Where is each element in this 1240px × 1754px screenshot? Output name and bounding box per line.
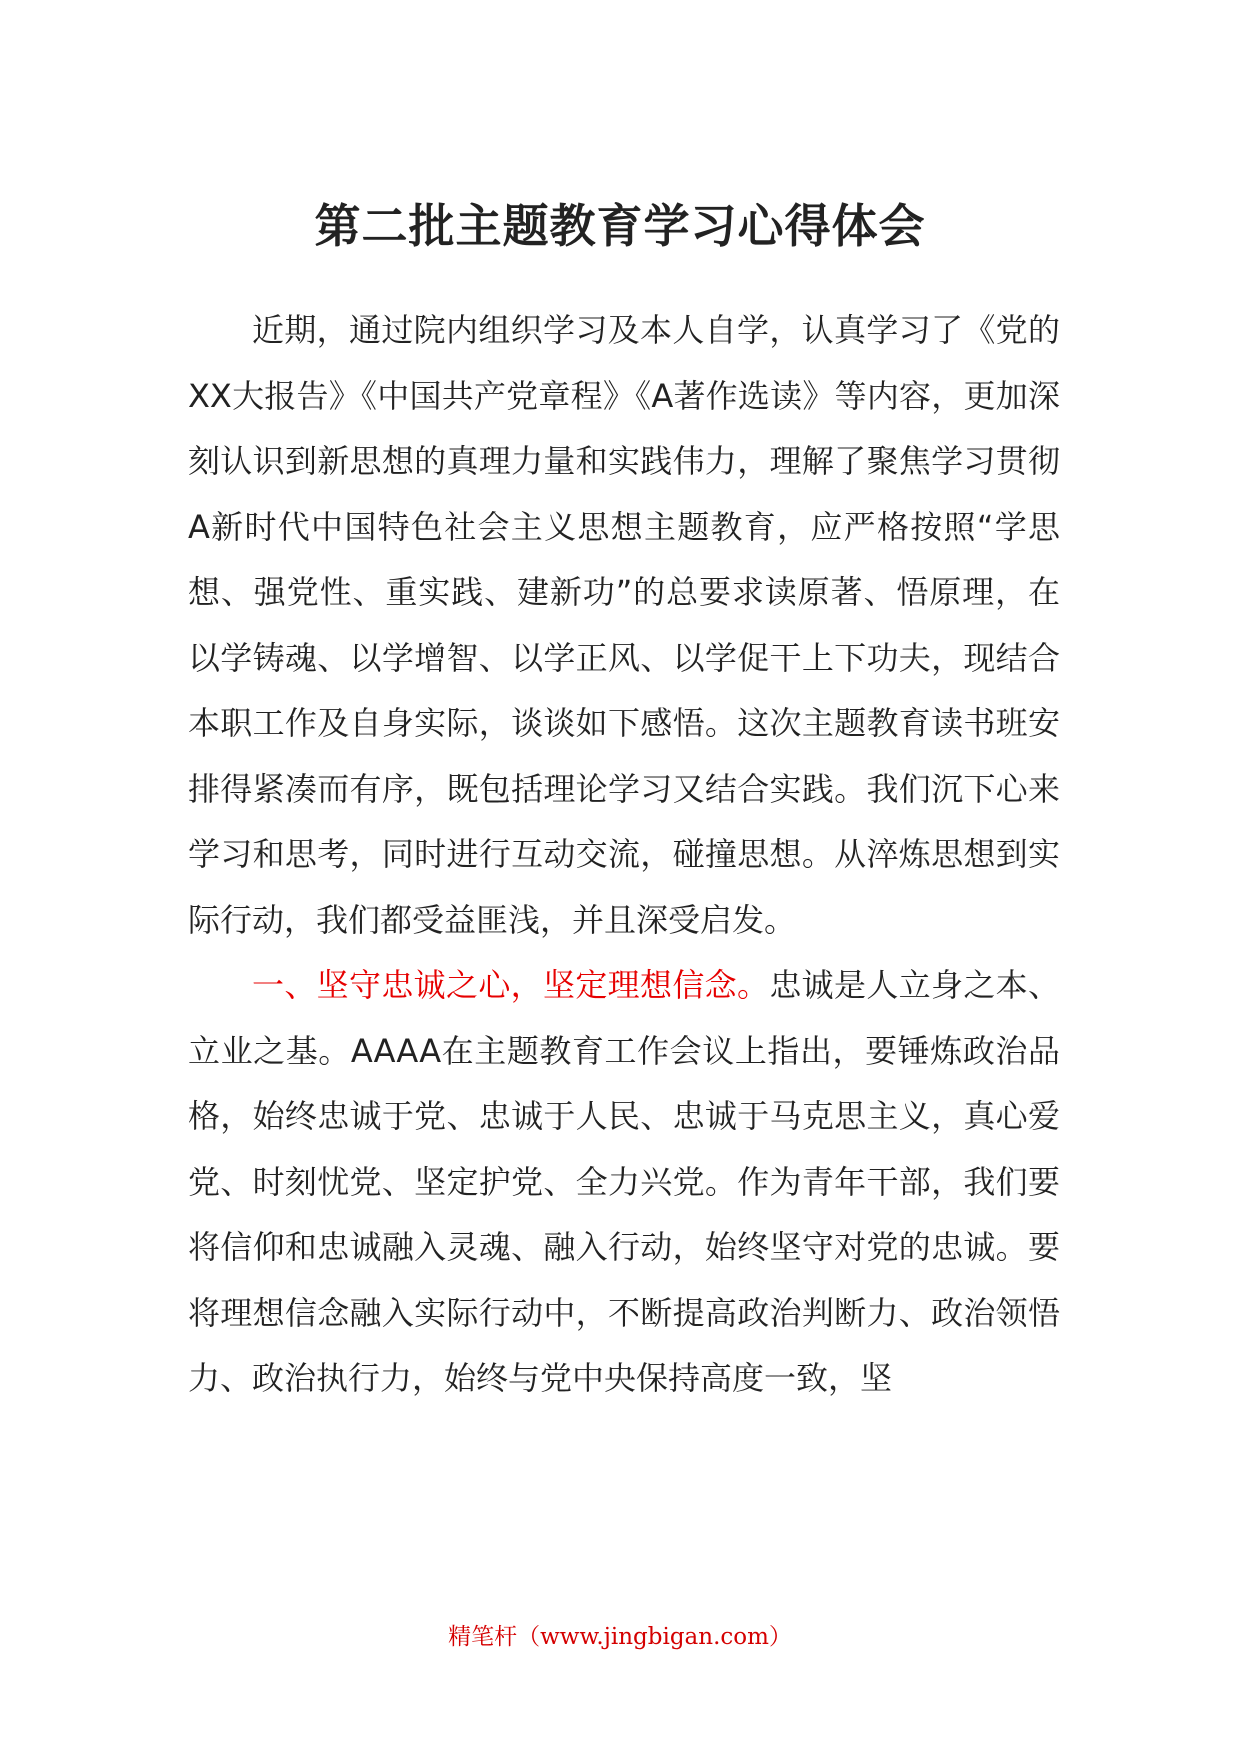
section-1-heading: 一、坚守忠诚之心，坚定理想信念。 — [252, 966, 770, 1004]
paragraph-section-1 — [188, 953, 1060, 1412]
paragraph-intro-text: 近期，通过院内组织学习及本人自学，认真学习了《党的XX大报告》《中国共产党章程》《A著作选读》等内容，更加深刻认识到新思想的真理力量和实践伟力，理解了聚焦学习贯彻A新时代中国特色社会主义思想主题教育，应严格按照“学思想、强党性、重实践、建新功”的总要求读原著、悟原理，在以学铸魂、以学增智、以学正风、以学促干上下功夫，现结合本职工作及自身实际，谈谈如下感悟。这次主题教育读书班安排得紧凑而有序，既包括理论学习又结合实践。我们沉下心来学习和思考，同时进行互动交流，碰撞思想。从淬炼思想到实际行动，我们都受益匪浅，并且深受启发。 — [188, 311, 1060, 939]
section-1-text: 忠诚是人立身之本、立业之基。AAAA在主题教育工作会议上指出，要锤炼政治品格，始终忠诚于党、忠诚于人民、忠诚于马克思主义，真心爱党、时刻忧党、坚定护党、全力兴党。作为青年干部，我们要将信仰和忠诚融入灵魂、融入行动，始终坚守对党的忠诚。要将理想信念融入实际行动中，不断提高政治判断力、政治领悟力、政治执行力，始终与党中央保持高度一致，坚 — [188, 966, 1060, 1397]
document-title: 第二批主题教育学习心得体会 — [314, 199, 926, 253]
footer-watermark: 精笔杆（www.jingbigan.com） — [448, 1624, 792, 1650]
paragraph-intro — [188, 298, 1060, 953]
document-body — [188, 298, 1060, 1412]
